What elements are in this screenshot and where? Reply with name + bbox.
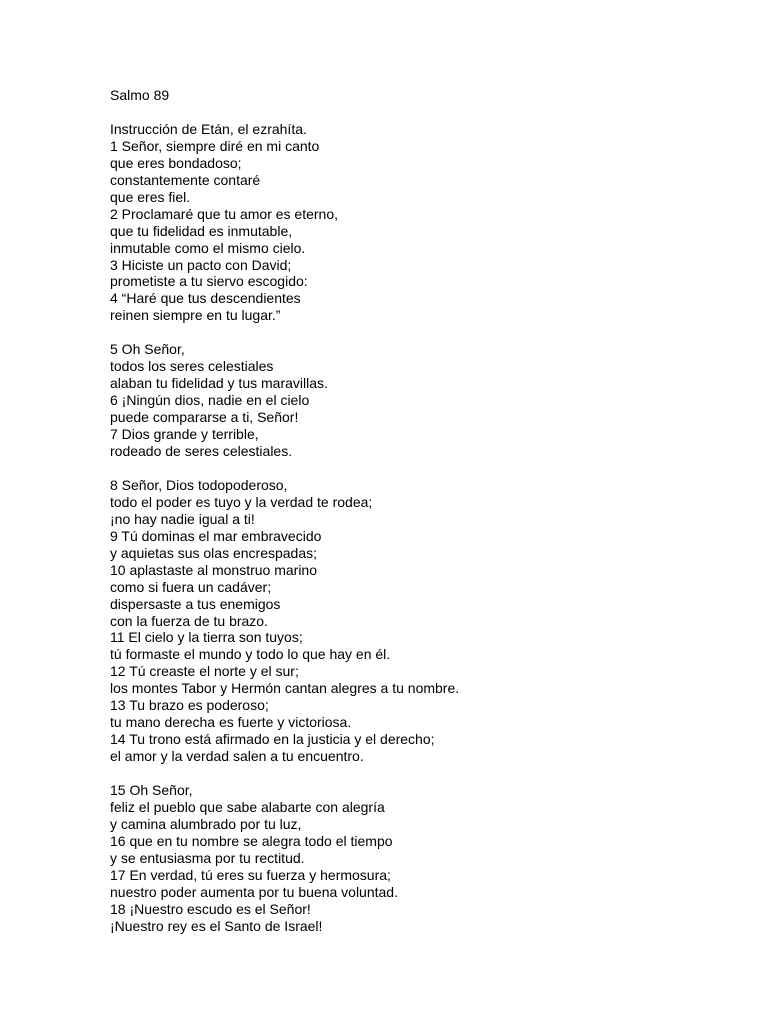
verse-line: 2 Proclamaré que tu amor es eterno, xyxy=(110,205,339,222)
verse-line: que tu fidelidad es inmutable, xyxy=(110,222,293,239)
verse-line: nuestro poder aumenta por tu buena voluntad. xyxy=(110,883,398,900)
stanza xyxy=(110,782,730,935)
verse-line: los montes Tabor y Hermón cantan alegres a tu nombre. xyxy=(110,680,460,697)
verse-line: y aquietas sus olas encrespadas; xyxy=(110,544,318,561)
verse-line: y camina alumbrado por tu luz, xyxy=(110,815,302,832)
document-body xyxy=(110,87,730,935)
verse-line: dispersaste a tus enemigos xyxy=(110,595,281,612)
verse-line: 15 Oh Señor, xyxy=(110,782,193,799)
verse-line: con la fuerza de tu brazo. xyxy=(110,612,268,629)
verse-line: todos los seres celestiales xyxy=(110,358,274,375)
verse-line: feliz el pueblo que sabe alabarte con alegría xyxy=(110,798,385,815)
verse-line: 16 que en tu nombre se alegra todo el tiempo xyxy=(110,832,393,849)
psalm-stanzas xyxy=(110,121,730,935)
verse-line: como si fuera un cadáver; xyxy=(110,578,272,595)
verse-line: alaban tu fidelidad y tus maravillas. xyxy=(110,375,328,392)
verse-line: 14 Tu trono está afirmado en la justicia y el derecho; xyxy=(110,731,435,748)
verse-line: inmutable como el mismo cielo. xyxy=(110,239,306,256)
verse-line: prometiste a tu siervo escogido: xyxy=(110,273,308,290)
document-title: Salmo 89 xyxy=(110,87,170,103)
verse-line: rodeado de seres celestiales. xyxy=(110,442,293,459)
verse-line: 12 Tú creaste el norte y el sur; xyxy=(110,663,299,680)
verse-line: 13 Tu brazo es poderoso; xyxy=(110,697,269,714)
verse-line: el amor y la verdad salen a tu encuentro. xyxy=(110,748,364,765)
verse-line: 1 Señor, siempre diré en mi canto xyxy=(110,137,320,154)
verse-line: 3 Hiciste un pacto con David; xyxy=(110,256,292,273)
verse-line: que eres fiel. xyxy=(110,188,191,205)
verse-line: tú formaste el mundo y todo lo que hay en él. xyxy=(110,646,391,663)
verse-line: tu mano derecha es fuerte y victoriosa. xyxy=(110,714,352,731)
verse-line: ¡no hay nadie igual a ti! xyxy=(110,510,255,527)
verse-line: Instrucción de Etán, el ezrahíta. xyxy=(110,120,307,137)
verse-line: todo el poder es tuyo y la verdad te rodea; xyxy=(110,493,373,510)
verse-line: ¡Nuestro rey es el Santo de Israel! xyxy=(110,917,323,934)
verse-line: 8 Señor, Dios todopoderoso, xyxy=(110,476,288,493)
verse-line: 18 ¡Nuestro escudo es el Señor! xyxy=(110,900,311,917)
verse-line: 7 Dios grande y terrible, xyxy=(110,426,259,443)
verse-line: que eres bondadoso; xyxy=(110,154,242,171)
verse-line: y se entusiasma por tu rectitud. xyxy=(110,849,305,866)
verse-line: 11 El cielo y la tierra son tuyos; xyxy=(110,629,303,646)
stanza xyxy=(110,477,730,765)
verse-line: 9 Tú dominas el mar embravecido xyxy=(110,527,322,544)
verse-line: 17 En verdad, tú eres su fuerza y hermosura; xyxy=(110,866,391,883)
verse-line: 5 Oh Señor, xyxy=(110,341,185,358)
stanza xyxy=(110,341,730,460)
verse-line: reinen siempre en tu lugar.” xyxy=(110,307,281,324)
verse-line: constantemente contaré xyxy=(110,171,261,188)
verse-line: 10 aplastaste al monstruo marino xyxy=(110,561,317,578)
verse-line: 6 ¡Ningún dios, nadie en el cielo xyxy=(110,392,310,409)
stanza xyxy=(110,121,730,324)
verse-line: puede compararse a ti, Señor! xyxy=(110,409,299,426)
verse-line: 4 “Haré que tus descendientes xyxy=(110,290,301,307)
